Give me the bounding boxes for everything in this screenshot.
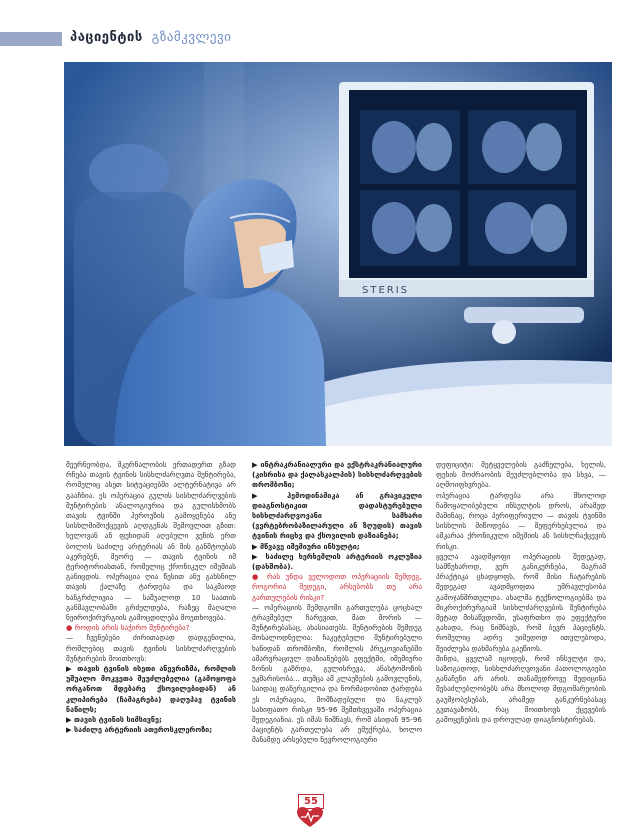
col2-paragraph: ▶ ჰემოდინამიკა ან გრავიკული დიაგნოსტიკით დადასტურებული სისხლძარღვოვანი სამხარი (ვერტებრობაზილარული ან ზღუდის) თავის ტვინის რიცხვ და ქსოვილის დაზიანება; [252, 490, 422, 541]
col2-paragraph: ▶ საძილე ხერხემლის არტერიის ოკლუზია (დახშობა). [252, 551, 422, 572]
section-subtitle: გზამკვლევი [151, 30, 232, 45]
article-column-3 [436, 460, 606, 725]
article-column-1 [66, 460, 236, 735]
col1-paragraph: მეურნეობდა, მკურნალობის ერთადერთ გზად რჩება თავის ტვინის სისხლძარღვთა შუნტირება, რომელიც ასეთ სიტუაციებში ალტერნატივა არ გააჩნია. ეს ოპერაცია გულის სისხლძარღვების შუნტირების ანალოგიურია და გულისხმობს თავის ტვინში ჰეროუზის გამოყენება ანუ სისხლმიმოქცევის აღდგენას შემოვლით გზით: ხელოვან ან ფეხიდან აღებული ვენის ერთ ბოლოს საძილე არტერიას ან მის განშტოებას აკერებენ, მეორე — თავის ტვინის იმ ტერიტორიასთან, რომელიც ქრონიკულ იშემიას განიცდის. ოპერაცია ღია წესით ანუ გახსნილ თავის ქალაზე ტარდება და საკმაოდ ხანგრძლივია — საშუალოდ 10 საათის განმავლობაში გრძელდება, რაზეც მაღალი ნეიროქირურგიის გამოცდილება მოეთხოვება. [66, 460, 236, 623]
col3-paragraph: ყველა ავადმყოფი ოპერაციის შედეგად, სამწუხაროდ, ვერ განიკურნება, მაგრამ პრაქტიკა ცხადყოფს, რომ მისი ჩატარების შედეგად ავადმყოფთა უმრავლესობა გამოჯანმრთელდა. ახალმა ტექნოლოგიებმა და მიკროქირურგიამ სისხლძარღვების შუნტირება მეტად მისაწვდომი, უსაფრთხო და ეფექტური გახადა, რაც ნიშნავს, რომ ბევრ პაციენტს, რომელიც ადრე უიმედოდ ითვლებოდა, შეიძლება დახმარება გაეწიოს. [436, 551, 606, 653]
col1-paragraph: ● როდის არის საჭირო შუნტირება? [66, 623, 190, 633]
section-title: პაციენტის [70, 30, 143, 45]
col2-paragraph: ● რას უნდა ველოდოთ ოპერაციის შემდეგ, როგორია შედეგი, არსებობს თუ არა გართულების რისკი? [252, 572, 422, 602]
surgery-photo [64, 62, 612, 446]
article-column-2 [252, 460, 422, 746]
col2-paragraph: ▶ მწვავე იშემიური ინსულტი; [252, 541, 360, 551]
col1-paragraph: ▶ თავის ტვინის სიმსივნე; [66, 715, 162, 725]
heart-icon [296, 806, 324, 828]
col1-paragraph: ▶ საძილე არტერიის ათეროსკლეროზი; [66, 725, 213, 735]
section-header [70, 30, 231, 45]
col1-paragraph: ▶ თავის ტვინის ისეთი ანევრიზმა, რომლის უშუალო მოკვეთა შეუძლებელია (გამოყოფა ორგანოთ მდებარე ქსოვილებიდან) ან კლიპირება (ჩამაგრება) დაღუპავ ტვინის ნაწილს; [66, 664, 236, 714]
col3-paragraph: ოპერაცია ტარდება არა მხოლოდ ჩამოყალიბებული ინსულტის დროს, არამედ მაშინაც, როცა პერიფერიული — თავის ტვინში სისხლის მიწოდება — შეფერხებულია და აშკარაა ქრონიკული იშემიის ან სისხლჩაქცევის რისკი. [436, 490, 606, 551]
col3-paragraph: დეფიციტი: მეტყველების გაძნელება, ხელის, ფეხის მოძრაობის შეუძლებლობა და სხვა, — აღმოიფხვრება. [436, 460, 606, 490]
page-number: 55 [298, 794, 324, 809]
header-accent-bar [0, 32, 62, 46]
monitor [339, 82, 594, 297]
heart-logo [296, 806, 324, 828]
surgery-photo-illustration [64, 62, 612, 446]
col2-paragraph: ▶ ინტრაკრანიალური და ექსტრაკრანიალური (კისრისა და ქალასკალპის) სისხლძარღვების თრომბოზი; [252, 460, 422, 490]
col2-paragraph: — ოპერაციის შემდგომი გართულება ცოცხალ ტრავმებულ ჩარევით, მათ შორის — შუნტირებასაც, ახასიათებს. შუნტირების შემდეგ მოსალოდნელია: ჩაკეტებული შუნტირებული ხანიდან თრომბოზი, რომლის პრეკოვიანებში ამარვრაციულ დაზიანებებს ეფექტში, იშემიური ზონის გაზრდა, გულისრევა, ანასტომოზის უკმარისობა... თუმცა ამ კლაუზების გამოვლენის, საიდაც დანერგილია და ნორმადობით ტარდება ეს ოპერაცია, მომზადებული და ნაკლებ სახიფათო რისკი 95-96 შემთხვევაში ოპერაცია შედეგიანია. ეს იმას ნიშნავს, რომ ასიდან 95-96 პაციენტს გართულება არ ემუქრება, ხოლო მანამდე არსებული ნევროლოგიური [252, 602, 422, 745]
col3-paragraph: მინდა, ყველამ იცოდეს, რომ ინსულტი და, საზოგადოდ, სისხლძარღვოვანი პათოლოგიები განაჩენი არ არის. თანამედროვე მედიცინა შესაძლებლობებს არა მხოლოდ მდგომარეობის გაუმჯობესებას, არამედ განკურნებასაც გვთავაზობს, რაც მოითხოვს ქცევების გამოყენების და დროულად დიაგნოსტირებას. [436, 653, 606, 725]
monitor-brand: STERIS [362, 285, 410, 296]
article-body [66, 460, 610, 788]
col1-paragraph: — ჩვენებები ძირითადად დადგენილია, რომლებიც თავის ტვინის სისხლძარღვების შუნტირების მოითხოვს: [66, 633, 236, 663]
